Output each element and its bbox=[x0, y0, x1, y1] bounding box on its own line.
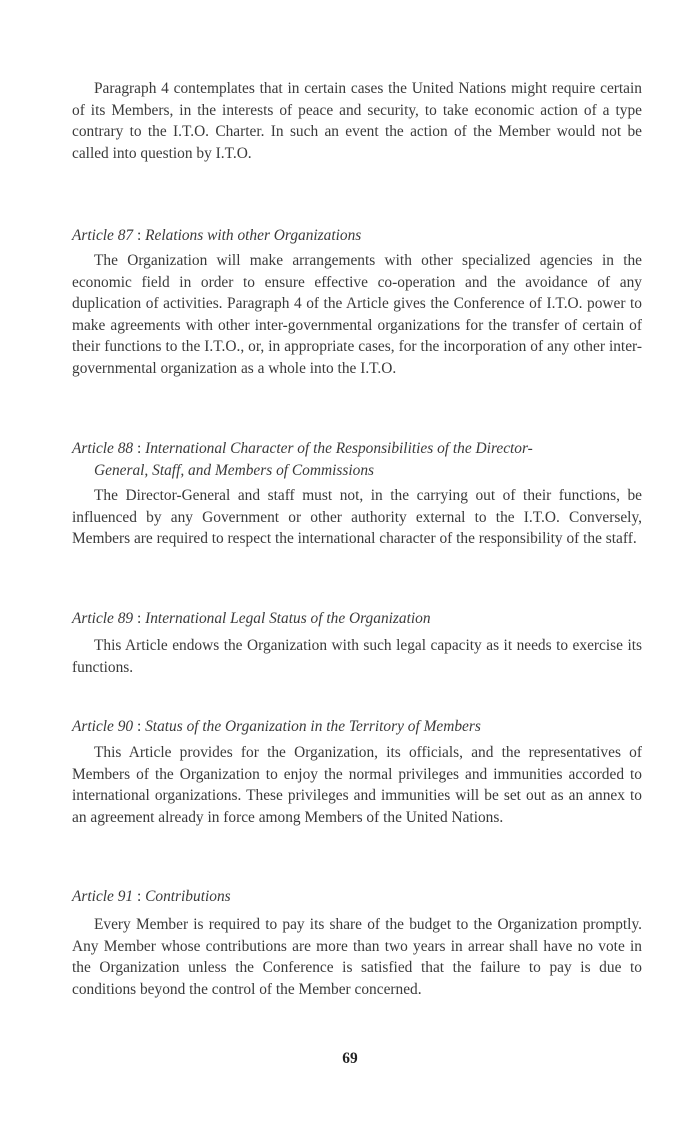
article-89-title: International Legal Status of the Organization bbox=[145, 610, 431, 627]
article-88-title: International Character of the Responsibilities of the Director- bbox=[145, 440, 533, 457]
article-88-heading: Article 88 : International Character of the Responsibilities of the Director- General, Staff, and Members of Commissions bbox=[72, 438, 662, 481]
article-91-number: Article 91 bbox=[72, 888, 134, 905]
article-91-body: Every Member is required to pay its share of the budget to the Organization promptly. Any Member whose contributions are more than two years in arrear shall have no vote in the Organization unless the Conference is satisfied that the failure to pay is due to conditions beyond the control of the Member concerned. bbox=[72, 916, 642, 998]
article-91-title: Contributions bbox=[145, 888, 231, 905]
article-90-body: This Article provides for the Organization, its officials, and the representatives of Members of the Organization to enjoy the normal privileges and immunities accorded to international organizations. These privileges and immunities will be set out as an annex to an agreement already in force among Members of the United Nations. bbox=[72, 744, 642, 826]
article-89-body: This Article endows the Organization with such legal capacity as it needs to exercise its functions. bbox=[72, 637, 642, 676]
article-90-heading: Article 90 : Status of the Organization in the Territory of Members bbox=[72, 718, 481, 735]
article-88-body: The Director-General and staff must not, in the carrying out of their functions, be influenced by any Government or other authority external to the I.T.O. Conversely, Members are required to respect the international character of the responsibility of the staff. bbox=[72, 487, 642, 548]
article-87-title: Relations with other Organizations bbox=[145, 227, 362, 244]
article-89-heading: Article 89 : International Legal Status of the Organization bbox=[72, 610, 431, 627]
article-91-heading: Article 91 : Contributions bbox=[72, 888, 231, 905]
article-88-title-continued: General, Staff, and Members of Commissions bbox=[94, 461, 375, 479]
article-87-heading: Article 87 : Relations with other Organizations bbox=[72, 227, 362, 244]
article-90-title: Status of the Organization in the Territory of Members bbox=[145, 718, 481, 735]
article-87-number: Article 87 bbox=[72, 227, 134, 244]
intro-paragraph: Paragraph 4 contemplates that in certain cases the United Nations might require certain of its Members, in the interests of peace and security, to take economic action of a type contrary to the I.T.O. Charter. In such an event the action of the Member would not be called into question by I.T.O. bbox=[72, 80, 642, 162]
article-89-number: Article 89 bbox=[72, 610, 134, 627]
article-88-number: Article 88 bbox=[72, 440, 134, 457]
article-90-number: Article 90 bbox=[72, 718, 134, 735]
page-number: 69 bbox=[342, 1050, 358, 1067]
article-87-body: The Organization will make arrangements with other specialized agencies in the economic field in order to ensure effective co-operation and the avoidance of any duplication of activities. Paragraph 4 of the Article gives the Conference of I.T.O. power to make agreements with other inter-governmental organizations for the transfer of certain of their functions to the I.T.O., or, in appropriate cases, for the incorporation of any other inter-governmental organization as a whole into the I.T.O. bbox=[72, 252, 642, 377]
